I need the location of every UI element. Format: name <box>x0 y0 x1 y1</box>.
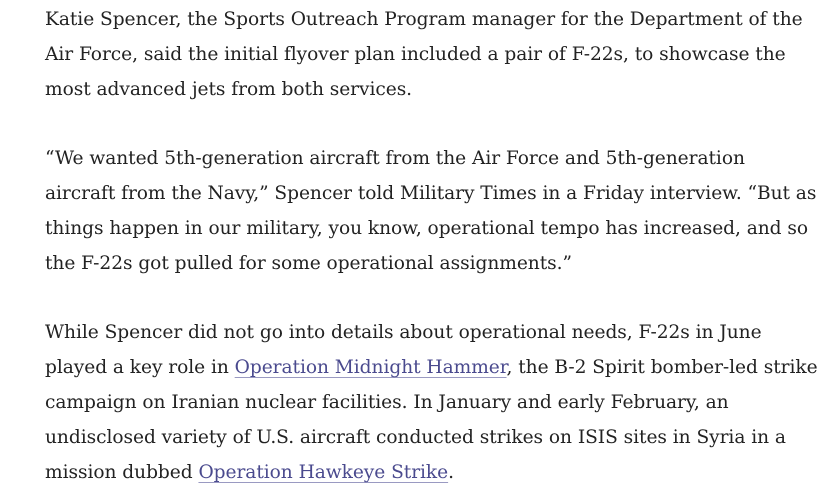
link-operation-hawkeye-strike[interactable]: Operation Hawkeye Strike <box>198 462 449 483</box>
paragraph-spencer-intro <box>45 2 821 107</box>
paragraph-text: , the B-2 Spirit bomber-led strike campaign on Iranian nuclear facilities. In January and early February, an undisclosed variety of U.S. aircraft conducted strikes on ISIS sites in Syria in a mission dubbed <box>45 357 818 483</box>
link-operation-midnight-hammer[interactable]: Operation Midnight Hammer <box>234 357 507 378</box>
paragraph-text: While Spencer did not go into details about operational needs, F-22s in June played a key role in <box>45 322 762 378</box>
paragraph-spencer-quote <box>45 141 821 281</box>
paragraph-text: Katie Spencer, the Sports Outreach Program manager for the Department of the Air Force, said the initial flyover plan included a pair of F-22s, to showcase the most advanced jets from both services. <box>45 9 803 100</box>
paragraph-operations <box>45 315 821 490</box>
paragraph-text: “We wanted 5th-generation aircraft from the Air Force and 5th-generation aircraft from the Navy,” Spencer told Military Times in a Friday interview. “But as things happen in our military, you know, operational tempo has increased, and so the F-22s got pulled for some operational assignments.” <box>45 148 817 274</box>
paragraph-text: . <box>448 462 454 483</box>
article-body <box>45 2 821 490</box>
